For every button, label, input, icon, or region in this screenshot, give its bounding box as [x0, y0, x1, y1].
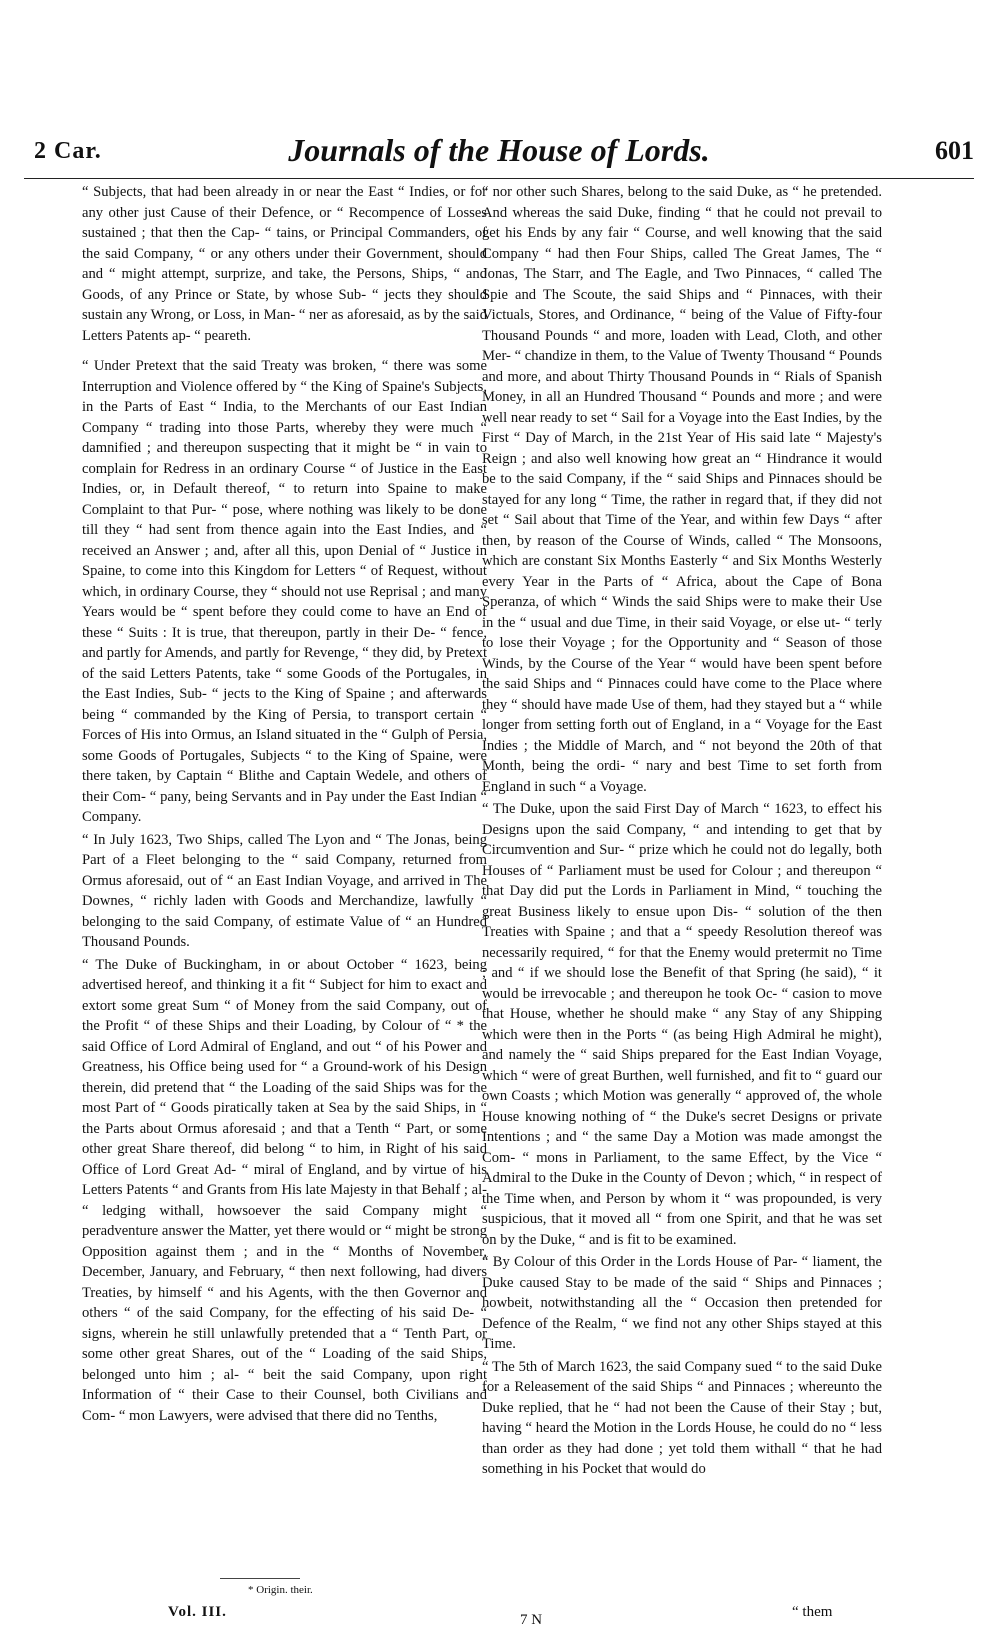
running-title: Journals of the House of Lords.: [288, 132, 710, 168]
signature-mark: 7 N: [520, 1612, 543, 1628]
paragraph: “ The 5th of March 1623, the said Company sued “ to the said Duke for a Releasement of the said Ships “ and Pinnaces ; whereunto the Duke replied, that he “ had not been the Cause of their Stay ; but, having “ heard the Motion in the Lords House, he could do no “ less than order as they had done ; yet told them withall “ that he had something in his Pocket that would do: [482, 1358, 882, 1477]
volume-mark: Vol. III.: [168, 1604, 227, 1620]
footnote: * Origin. their.: [248, 1584, 313, 1596]
catchword: “ them: [792, 1604, 833, 1620]
running-head-left: 2 Car.: [34, 138, 102, 164]
paragraph: “ Subjects, that had been already in or near the East “ Indies, or for any other just Cause of their Defence, or “ Recompence of Losses sustained ; that then the Cap- “ tains, or Principal Commanders, of the said Company, “ or any others under their Government, should and “ might attempt, surprize, and take, the Persons, Ships, “ and Goods, of any Prince or State, by whose Sub- “ jects they should sustain any Wrong, or Loss, in Man- “ ner as aforesaid, as by the said Letters Patents ap- “ peareth.: [82, 184, 487, 344]
paragraph: “ nor other such Shares, belong to the said Duke, as “ he pretended. And whereas the said Duke, finding “ that he could not prevail to get his Ends by any fair “ Course, and well knowing that the said Company “ had then Four Ships, called The Great James, The “ Jonas, The Starr, and The Eagle, and Two Pinnaces, “ called The Spie and The Scoute, the said Ships and “ Pinnaces, with their Victuals, Stores, and Ordinance, “ being of the Value of Fifty-four Thousand Pounds “ and more, loaden with Lead, Cloth, and other Mer- “ chandize in them, to the Value of Twenty Thousand “ Pounds and more, and about Thirty Thousand Pounds in “ Rials of Spanish Money, in all an Hundred Thousand “ Pounds and more ; and were well near ready to set “ Sail for a Voyage into the East Indies, by the First “ Day of March, in the 21st Year of His said late “ Majesty's Reign ; and also well knowing how great an “ Hindrance it would be to the said Company, if the “ said Ships and Pinnaces should be stayed for any long “ Time, the rather in regard that, if they did not set “ Sail about that Time of the Year, and within few Days “ after then, by reason of the Course of Winds, called “ The Monsoons, which are constant Six Months Easterly “ and Six Months Westerly every Year in the Parts of “ Africa, about the Cape of Bona Speranza, of which “ Winds the said Ships were to make their Use in the “ usual and due Time, in their said Voyage, or else ut- “ terly to lose their Voyage ; for the Opportunity and “ Season of those Winds, by the Course of the Year “ would have been spent before the said Ships and “ Pinnaces could have come to the Place where they “ should have made Use of them, had they stayed but a “ while longer from setting forth out of England, in a “ Voyage for the East Indies ; the Middle of March, and “ not beyond the 20th of that Month, being the ordi- “ nary and best Time to set forth from England in such “ a Voyage.: [482, 184, 882, 795]
page-number: 601: [935, 136, 974, 165]
paragraph: “ The Duke of Buckingham, in or about October “ 1623, being advertised hereof, and thinking it a fit “ Subject for him to exact and extort some great Sum “ of Money from the said Company, out of the Profit “ of these Ships and their Loading, by Colour of “ * the said Office of Lord Admiral of England, and out “ of his Power and Greatness, his Office being used for “ a Ground-work of his Design therein, did pretend that “ the Loading of the said Ships was for the most Part of “ Goods piratically taken at Sea by the said Ships, in “ the Parts about Ormus aforesaid ; and that a Tenth “ Part, or some other great Share thereof, did belong “ to him, in Right of his said Office of Lord Great Ad- “ miral of England, and by virtue of his Letters Patents “ and Grants from His late Majesty in that Behalf ; al- “ ledging withall, howsoever the said Company might “ peradventure answer the Matter, yet there would or “ might be strong Opposition against them ; and in the “ Months of November, December, January, and February, “ then next following, had divers Treaties, by himself “ and his Agents, with the then Governor and others “ of the said Company, for the effecting of his said De- “ signs, wherein he still unlawfully pretended that a “ Tenth Part, or some other great Shares, out of the “ Loading of the said Ships, belonged unto him ; al- “ beit the said Company, upon right Information of “ their Case to their Counsel, both Civilians and Com- “ mon Lawyers, were advised that there did no Tenths,: [82, 956, 487, 1424]
right-column: [482, 182, 882, 1480]
paragraph: “ In July 1623, Two Ships, called The Lyon and “ The Jonas, being Part of a Fleet belonging to the “ said Company, returned from Ormus aforesaid, out of “ an East Indian Voyage, and arrived in The Downes, “ richly laden with Goods and Merchandize, lawfully “ belonging to the said Company, of estimate Value of “ an Hundred Thousand Pounds.: [82, 831, 487, 950]
footnote-rule: [220, 1578, 300, 1579]
paragraph: “ By Colour of this Order in the Lords House of Par- “ liament, the Duke caused Stay to be made of the said “ Ships and Pinnaces ; howbeit, notwithstanding all the “ Occasion then pretended for Defence of the Realm, “ we find not any other Ships stayed at this Time.: [482, 1254, 882, 1352]
left-column: [82, 182, 487, 1426]
paragraph: “ The Duke, upon the said First Day of March “ 1623, to effect his Designs upon the said Company, “ and intending to get that by Circumvention and Sur- “ prize which he could not do legally, both Houses of “ Parliament must be used for Colour ; and thereupon “ that Day did put the Lords in Parliament in Mind, “ touching the great Business likely to ensue upon Dis- “ solution of the then Treaties with Spaine ; and that a “ speedy Resolution thereof was necessarily required, “ for that the Enemy would pretermit no Time ; and “ if we should lose the Benefit of that Spring (he said), “ it would be irrevocable ; and thereupon he took Oc- “ casion to move that House, whether he should make “ any Stay of any Shipping which were then in the Ports “ (as being High Admiral he might), and namely the “ said Ships prepared for the East Indian Voyage, which “ were of great Burthen, well furnished, and fit to “ guard our own Coasts ; which Motion was generally “ approved of, the whole House knowing nothing of “ the Duke's secret Designs or private Intentions ; and “ the same Day a Motion was made amongst the Com- “ mons in Parliament, to the same Effect, by the Vice “ Admiral to the Duke in the County of Devon ; which, “ in respect of the Time when, and Person by whom it “ was propounded, is very suspicious, that it moved all “ from one Spirit, and that he was set on by the Duke, “ and is fit to be examined.: [482, 801, 882, 1248]
paragraph: “ Under Pretext that the said Treaty was broken, “ there was some Interruption and Violence offered by “ the King of Spaine's Subjects, in the Parts of East “ India, to the Merchants of our East Indian Company “ trading into those Parts, whereby they were much “ damnified ; and thereupon suspecting that it might be “ in vain to complain for Redress in an ordinary Course “ of Justice in the East Indies, or, in Default thereof, “ to return into Spaine to make Complaint to that Pur- “ pose, where nothing was likely to be done till they “ had sent from thence again into the East Indies, and “ received an Answer ; and, after all this, upon Denial of “ Justice in Spaine, to come into this Kingdom for Letters “ of Request, without which, in ordinary Course, they “ should not use Reprisal ; and many Years would be “ spent before they could come to have an End of these “ Suits : It is true, that thereupon, partly in their De- “ fence, and partly for Amends, and partly for Revenge, “ they did, by Pretext of the said Letters Patents, take “ some Goods of the Portugales, in the East Indies, Sub- “ jects to the King of Spaine ; and afterwards being “ commanded by the King of Persia, to transport certain “ Forces of His into Ormus, an Island situated in the “ Gulph of Persia, some Goods of Portugales, Subjects “ to the King of Spaine, were there taken, by Captain “ Blithe and Captain Wedele, and others of their Com- “ pany, being Servants and in Pay under the East Indian “ Company.: [82, 358, 487, 825]
running-header: [24, 132, 974, 179]
